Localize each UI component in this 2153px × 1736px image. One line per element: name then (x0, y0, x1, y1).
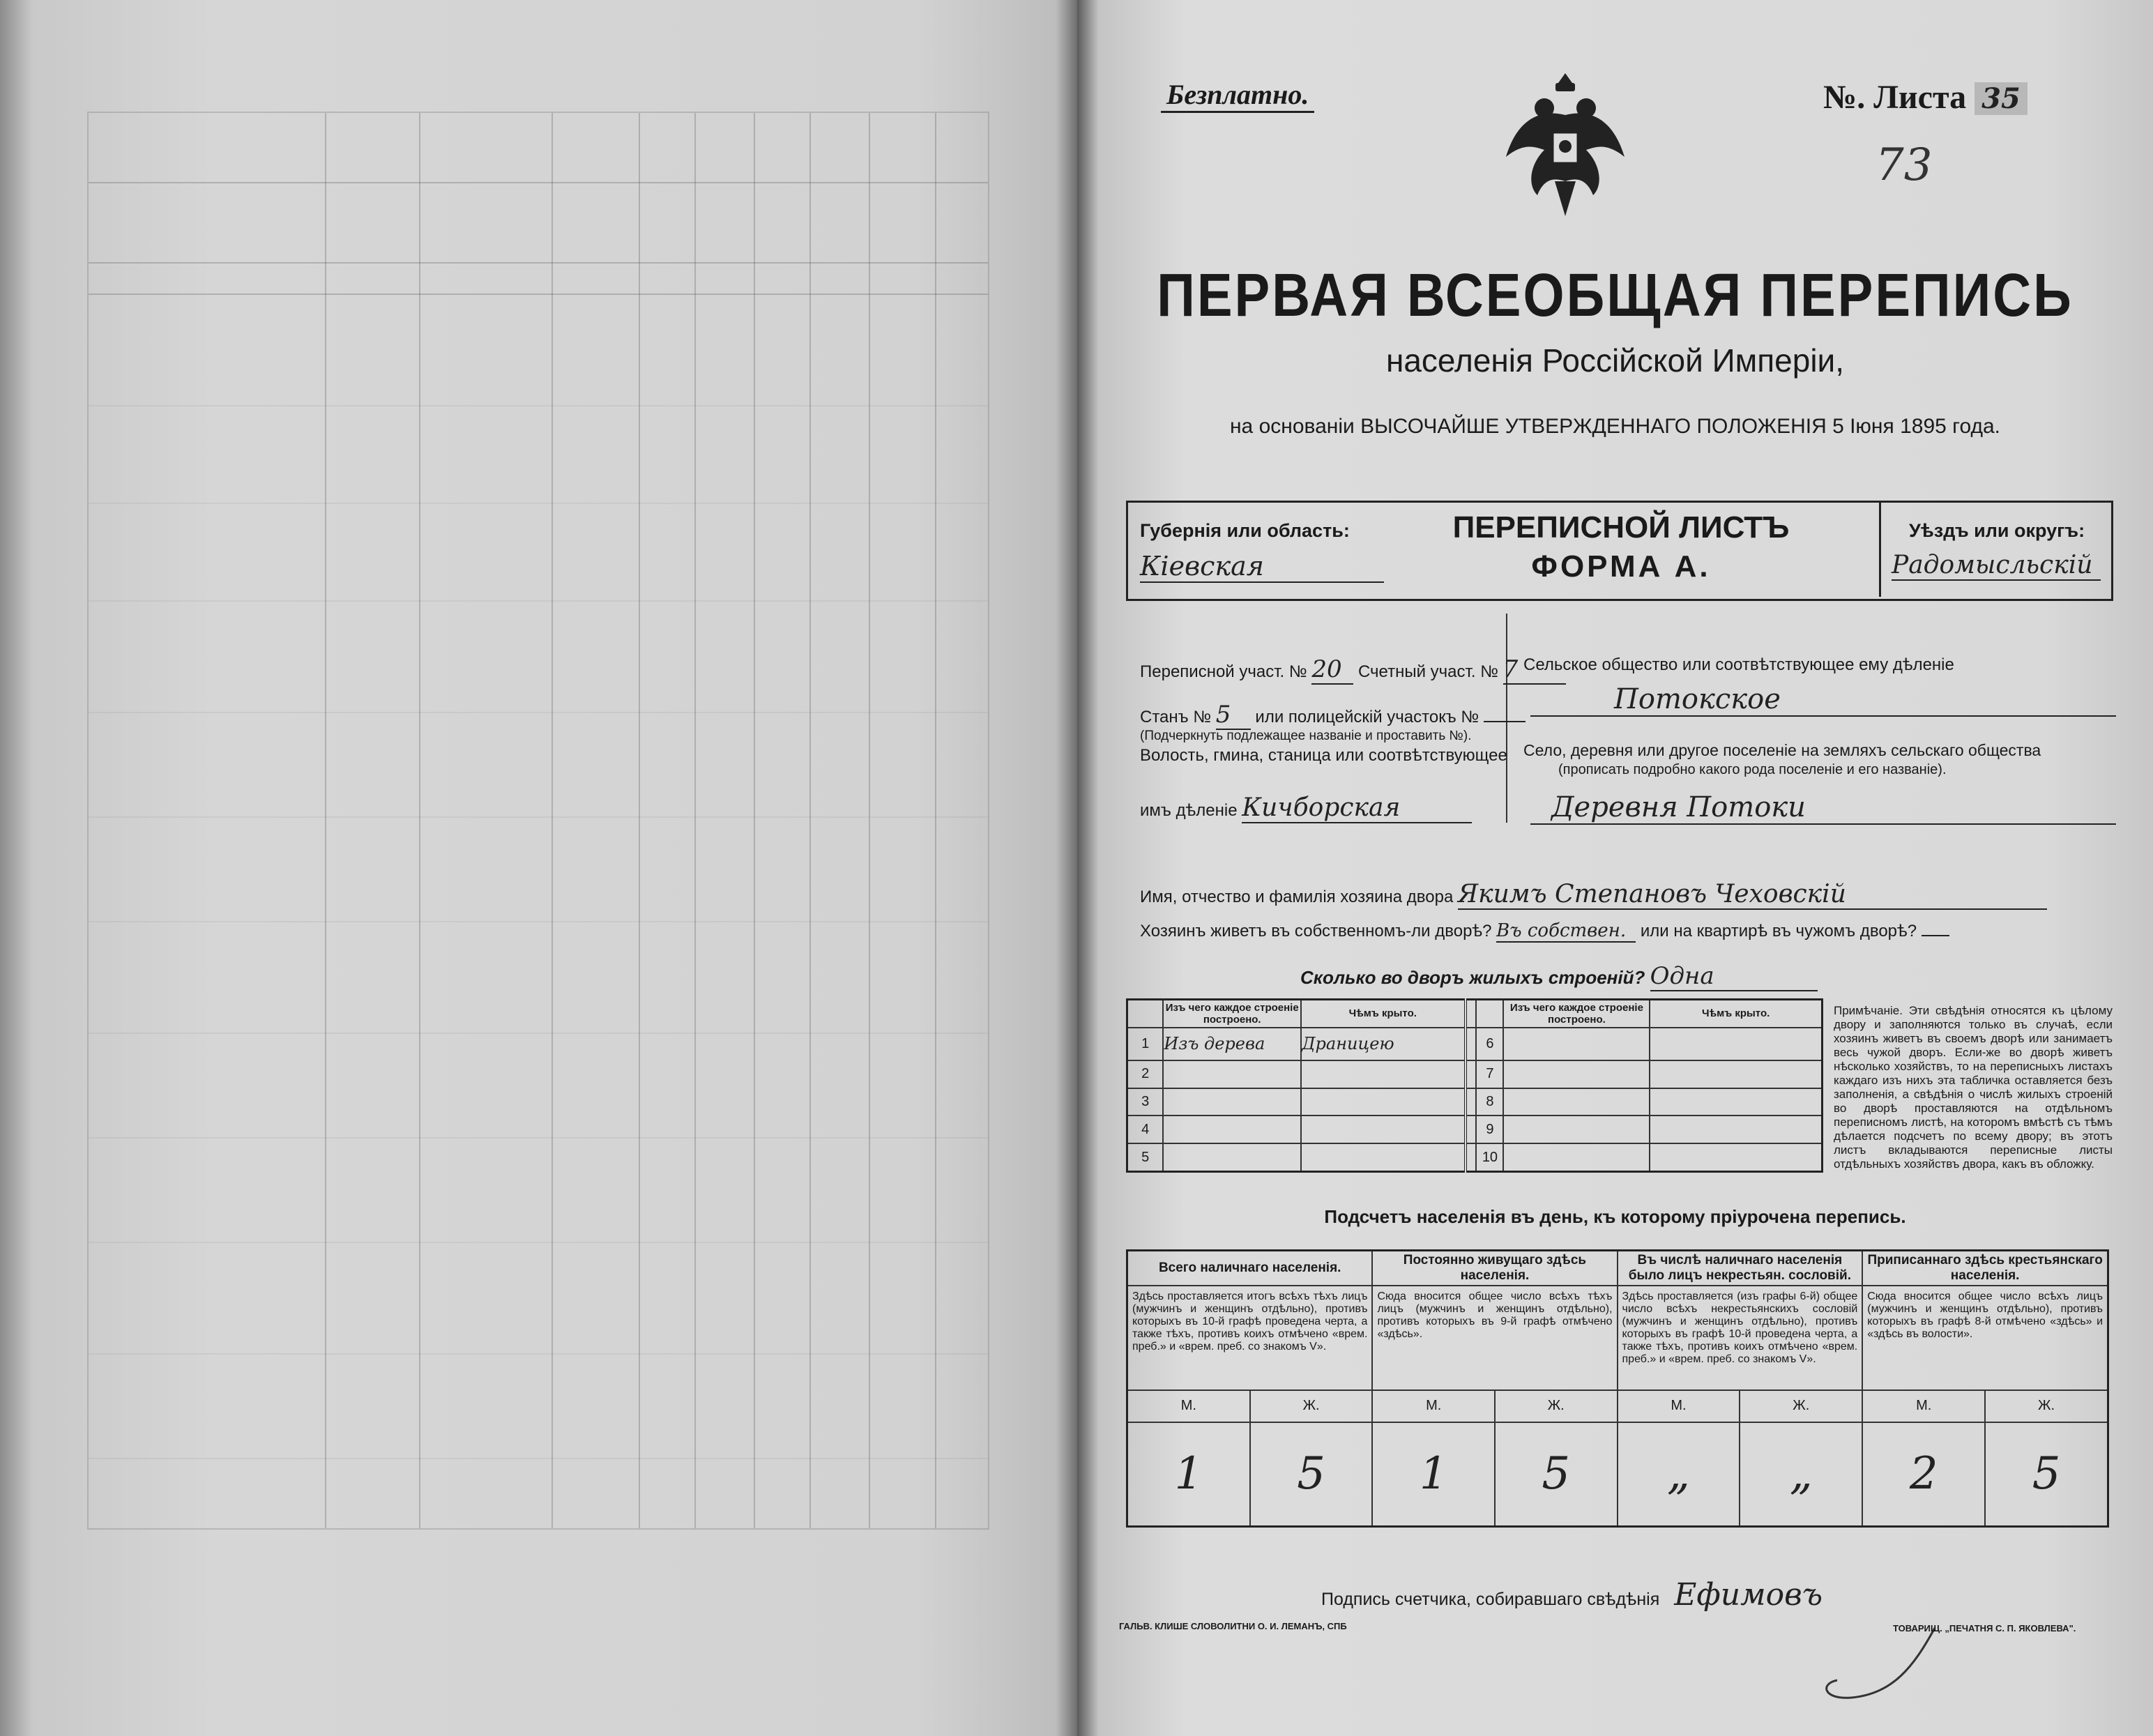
owner-value: Якимъ Степановъ Чеховскій (1458, 880, 2047, 910)
census-sheet-line2: ФОРМА А. (1531, 549, 1711, 584)
summary-table (1126, 1249, 2109, 1528)
building-roof: Драницею (1301, 1028, 1466, 1061)
row-number: 10 (1476, 1143, 1503, 1172)
male-label: М. (1127, 1390, 1250, 1422)
district-box (1879, 501, 2111, 597)
province-box (1126, 501, 1377, 597)
signature-flourish (1809, 1624, 1949, 1708)
female-label: Ж. (1985, 1390, 2108, 1422)
census-sheet-title (1384, 502, 1858, 584)
document-title: ПЕРВАЯ ВСЕОБЩАЯ ПЕРЕПИСЬ (1157, 261, 2074, 330)
signature-row (1321, 1577, 1823, 1613)
stan-note: (Подчеркнуть подлежащее названіе и проставить №). (1140, 729, 1472, 743)
registered-peasant-male: 2 (1862, 1422, 1985, 1527)
owner-label: Имя, отчество и фамилія хозяина двора (1140, 888, 1454, 906)
census-section-label: Переписной участ. № (1140, 662, 1307, 681)
reverse-table-ghost (87, 112, 989, 1530)
village-label: Село, деревня или другое поселеніе на земляхъ сельскаго общества (1523, 741, 2041, 759)
row-number: 7 (1476, 1060, 1503, 1088)
society-value: Потокское (1530, 683, 2116, 717)
row-number: 2 (1127, 1060, 1164, 1088)
buildings-note: Примѣчаніе. Эти свѣдѣнія относятся къ цѣлому двору и заполняются только въ случаѣ, если хозяинъ живетъ въ своемъ дворѣ или занимаетъ весь чужой дворъ. Если-же во дворѣ живетъ нѣсколько хозяйствъ, то на переписныхъ листахъ каждаго изъ нихъ эта табличка оставляется безъ заполненія, а свѣдѣнія о числѣ жилыхъ строеній во дворѣ проставляются на отдѣльномъ переписномъ листѣ, на которомъ вмѣстѣ съ тѣмъ дѣлается подсчетъ по всему двору; въ этотъ листъ вкладываются переписные листы отдѣльныхъ хозяйствъ двора, какъ въ обложку. (1834, 1004, 2113, 1171)
stan-label: Станъ № (1140, 708, 1212, 726)
male-label: М. (1372, 1390, 1495, 1422)
enumerator-signature: Ефимовъ (1674, 1577, 1823, 1613)
registered-peasant-female: 5 (1985, 1422, 2108, 1527)
residence-own-label: Хозяинъ живетъ въ собственномъ-ли дворѣ? (1140, 922, 1492, 941)
stan-row (1140, 701, 1526, 730)
sheet-number-label: №. Листа (1823, 79, 1967, 116)
census-form-page (1077, 0, 2153, 1736)
material-header-right: Изъ чего каждое строеніе построено. (1503, 1000, 1650, 1028)
total-present-female: 5 (1250, 1422, 1373, 1527)
summary-title: Подсчетъ населенія въ день, къ которому пріурочена перепись. (1324, 1206, 1906, 1227)
building-material: Изъ дерева (1163, 1028, 1301, 1061)
residence-row (1140, 920, 1949, 943)
sheet-number-value: 35 (1975, 82, 2028, 115)
district-value: Радомысльскій (1892, 551, 2101, 581)
row-number: 6 (1476, 1028, 1503, 1061)
police-section-label: или полицейскій участокъ № (1255, 708, 1479, 726)
row-number: 3 (1127, 1088, 1164, 1116)
row-number: 8 (1476, 1088, 1503, 1116)
building-row (1127, 1028, 1823, 1061)
volost-row (1140, 793, 1472, 823)
province-value: Кіевская (1140, 551, 1384, 583)
residence-rent-label: или на квартирѣ въ чужомъ дворѣ? (1640, 922, 1917, 941)
summary-desc-4: Сюда вносится общее число всѣхъ лицъ (мужчинъ и женщинъ отдѣльно), противъ которыхъ въ графѣ 8-й отмѣчено «здѣсь» и «здѣсь въ волости». (1862, 1286, 2108, 1390)
stan-value: 5 (1216, 701, 1251, 730)
row-number: 9 (1476, 1116, 1503, 1143)
female-label: Ж. (1495, 1390, 1618, 1422)
summary-desc-2: Сюда вносится общее число всѣхъ тѣхъ лицъ (мужчинъ и женщинъ отдѣльно), противъ которыхъ въ 9-й графѣ отмѣчено «здѣсь». (1372, 1286, 1617, 1390)
village-value: Деревня Потоки (1530, 791, 2116, 825)
sheet-number (1823, 78, 2028, 116)
police-section-value (1484, 721, 1526, 722)
sheet-pencil-number: 73 (1876, 139, 1933, 191)
free-label: Безплатно. (1161, 78, 1314, 113)
permanent-female: 5 (1495, 1422, 1618, 1527)
document-subtitle: населенія Россійской Имперіи, (1385, 342, 1845, 379)
volost-value: Кичборская (1242, 793, 1472, 823)
roof-header-right: Чѣмъ крыто. (1650, 1000, 1822, 1028)
volost-label: Волость, гмина, станица или соотвѣтствующее (1140, 746, 1507, 765)
volost-label-2: имъ дѣленіе (1140, 801, 1238, 820)
summary-head-2: Постоянно живущаго здѣсь населенія. (1372, 1251, 1617, 1286)
non-peasant-female: „ (1740, 1422, 1862, 1527)
location-fields (1126, 614, 2123, 851)
building-row (1127, 1116, 1823, 1143)
ghost-grid-lines (89, 113, 988, 1528)
signature-label: Подпись счетчика, собиравшаго свѣдѣнія (1321, 1590, 1660, 1609)
buildings-count-row (1300, 962, 1818, 991)
summary-desc-3: Здѣсь проставляется (изъ графы 6-й) общее число всѣхъ некрестьянскихъ сословій (мужчинъ и женщинъ отдѣльно), противъ которыхъ въ графѣ 10-й проведена черта, а также тѣхъ, противъ коихъ отмѣчено «врем. преб.» и «врем. преб. со знакомъ V». (1618, 1286, 1863, 1390)
female-label: Ж. (1250, 1390, 1373, 1422)
census-sheet-line1: ПЕРЕПИСНОЙ ЛИСТЪ (1452, 510, 1790, 545)
count-section-value: 7 (1503, 655, 1566, 685)
summary-head-3: Въ числѣ наличнаго населенія было лицъ некрестьян. сословій. (1618, 1251, 1863, 1286)
footer-left: ГАЛЬВ. КЛИШЕ СЛОВОЛИТНИ О. И. ЛЕМАНЪ, СПБ (1119, 1621, 1347, 1631)
building-row (1127, 1060, 1823, 1088)
count-section-label: Счетный участ. № (1357, 662, 1498, 681)
summary-desc-1: Здѣсь проставляется итогъ всѣхъ тѣхъ лицъ (мужчинъ и женщинъ отдѣльно), противъ которыхъ въ 10-й графѣ проведена черта, а также тѣхъ, противъ коихъ отмѣчено «врем. преб.» и «врем. преб. со знакомъ V». (1127, 1286, 1373, 1390)
permanent-male: 1 (1372, 1422, 1495, 1527)
owner-row (1140, 880, 2047, 910)
province-label: Губернія или область: (1140, 520, 1350, 541)
census-section-row (1140, 655, 1566, 685)
residence-own-value: Въ собствен. (1496, 920, 1636, 943)
row-number: 4 (1127, 1116, 1164, 1143)
district-label: Уѣздъ или округъ: (1909, 520, 2085, 541)
census-section-value: 20 (1311, 655, 1353, 685)
building-row (1127, 1088, 1823, 1116)
buildings-table (1126, 998, 1823, 1173)
imperial-eagle-icon (1496, 66, 1635, 234)
legal-basis: на основаніи ВЫСОЧАЙШЕ УТВЕРЖДЕННАГО ПОЛОЖЕНІЯ 5 Іюня 1895 года. (1229, 415, 2000, 438)
buildings-count-value: Одна (1650, 962, 1818, 991)
row-number: 1 (1127, 1028, 1164, 1061)
non-peasant-male: „ (1618, 1422, 1740, 1527)
male-label: М. (1862, 1390, 1985, 1422)
row-number: 5 (1127, 1143, 1164, 1172)
summary-head-1: Всего наличнаго населенія. (1127, 1251, 1373, 1286)
footer-right: ТОВАРИЩ. „ПЕЧАТНЯ С. П. ЯКОВЛЕВА". (1893, 1623, 2076, 1634)
buildings-count-label: Сколько во дворъ жилыхъ строеній? (1300, 967, 1645, 988)
total-present-male: 1 (1127, 1422, 1250, 1527)
male-label: М. (1618, 1390, 1740, 1422)
society-label: Сельское общество или соотвѣтствующее ему дѣленіе (1523, 655, 1954, 674)
roof-header-left: Чѣмъ крыто. (1301, 1000, 1466, 1028)
residence-rent-value (1922, 935, 1949, 936)
female-label: Ж. (1740, 1390, 1862, 1422)
material-header-left: Изъ чего каждое строеніе построено. (1163, 1000, 1301, 1028)
building-row (1127, 1143, 1823, 1172)
summary-head-4: Приписаннаго здѣсь крестьянскаго населенія. (1862, 1251, 2108, 1286)
village-note: (прописать подробно какого рода поселеніе и его названіе). (1558, 762, 1947, 777)
